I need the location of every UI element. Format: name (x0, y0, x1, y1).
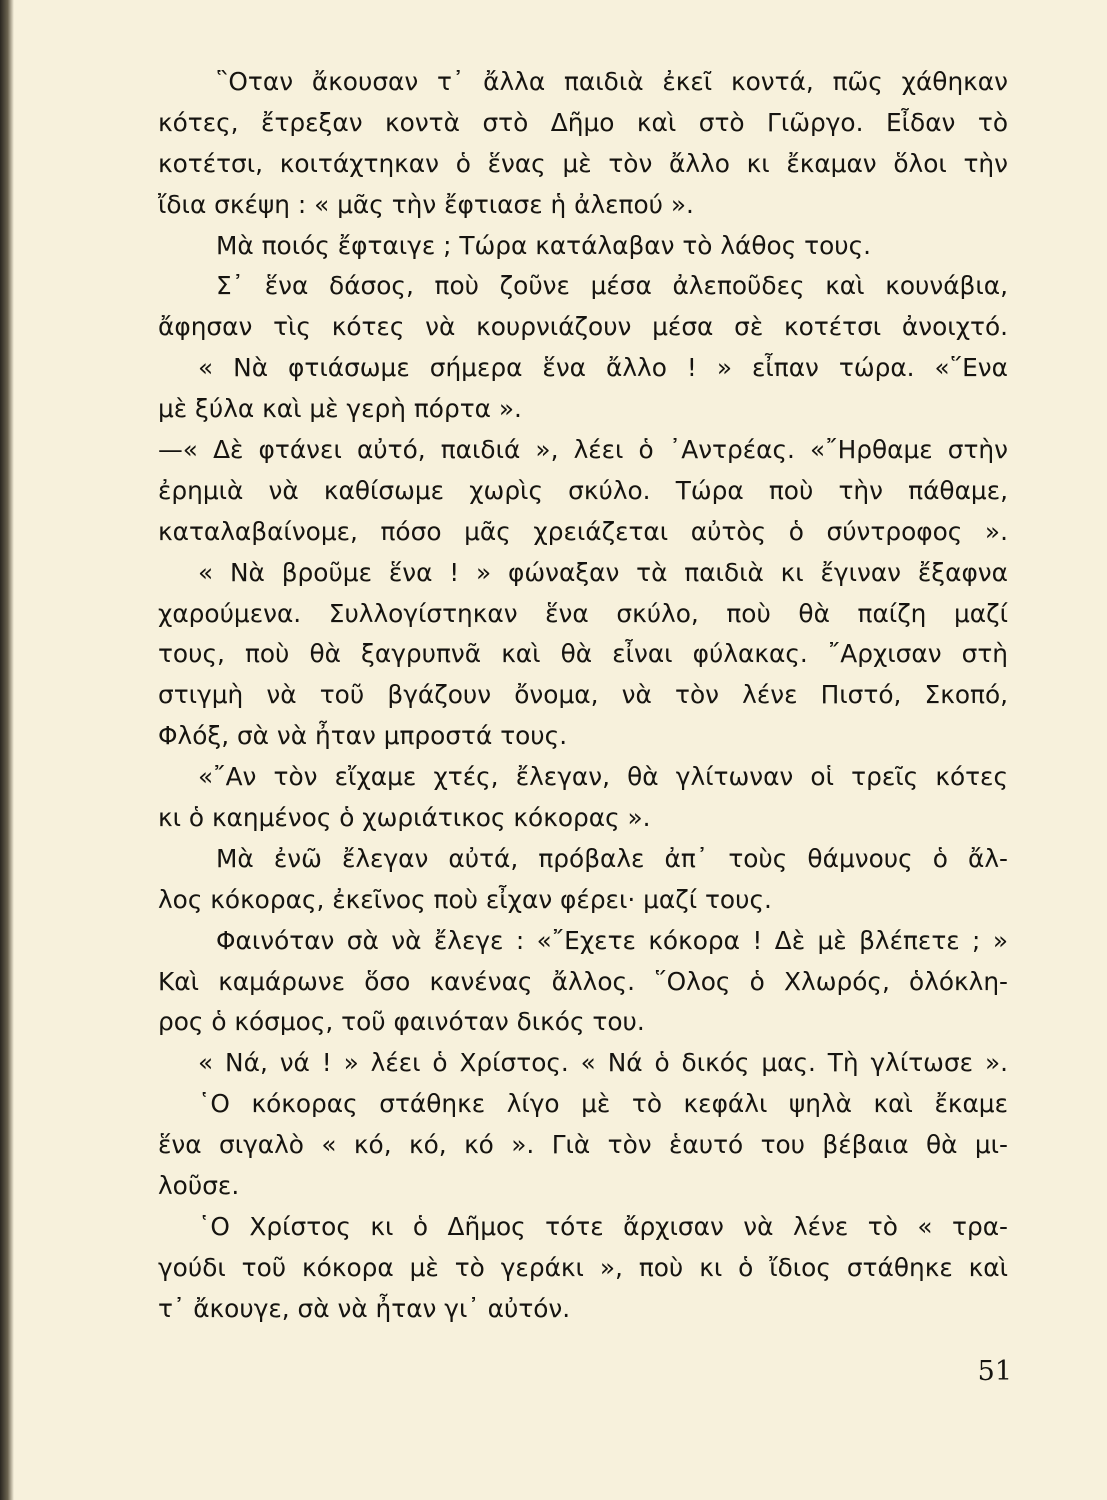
page-number: 51 (977, 1356, 1012, 1387)
text-line: ῝Οταν ἄκουσαν τ᾽ ἄλλα παιδιὰ ἐκεῖ κοντά, πῶς χάθηκαν (216, 67, 1008, 96)
text-line: Φαινόταν σὰ νὰ ἔλεγε : «῎Εχετε κόκορα ! Δὲ μὲ βλέπετε ; » (216, 925, 1008, 955)
text-line: Σ᾽ ἕνα δάσος, ποὺ ζοῦνε μέσα ἀλεποῦδες καὶ κουνάβια, (216, 271, 1008, 301)
text-line: χαρούμενα. Συλλογίστηκαν ἕνα σκύλο, ποὺ θὰ παίζη μαζί (158, 598, 1008, 628)
text-line: καταλαβαίνομε, πόσο μᾶς χρειάζεται αὐτὸς ὁ σύντροφος ». (158, 516, 1008, 546)
text-line: Φλόξ, σὰ νὰ ἦταν μπροστά τους. (158, 721, 568, 751)
text-line: ῾Ο Χρίστος κι ὁ Δῆμος τότε ἄρχισαν νὰ λένε τὸ « τρα- (198, 1211, 1008, 1241)
text-line: Μὰ ἐνῶ ἔλεγαν αὐτά, πρόβαλε ἀπ᾽ τοὺς θάμνους ὁ ἄλ- (216, 843, 1008, 873)
text-line: ἄφησαν τὶς κότες νὰ κουρνιάζουν μέσα σὲ κοτέτσι ἀνοιχτό. (158, 312, 1008, 342)
text-line: « Νὰ φτιάσωμε σήμερα ἕνα ἄλλο ! » εἶπαν τώρα. «῞Ενα (198, 353, 1008, 383)
text-line: ἐρημιὰ νὰ καθίσωμε χωρὶς σκύλο. Τώρα ποὺ τὴν πάθαμε, (158, 475, 1008, 505)
page-binding-edge (0, 0, 14, 1500)
text-line: τους, ποὺ θὰ ξαγρυπνᾶ καὶ θὰ εἶναι φύλακας. ῎Αρχισαν στὴ (158, 639, 1008, 669)
page-body-text (158, 62, 1008, 1330)
text-line: κι ὁ καημένος ὁ χωριάτικος κόκορας ». (158, 803, 651, 833)
text-line: «῎Αν τὸν εἴχαμε χτές, ἔλεγαν, θὰ γλίτωναν οἱ τρεῖς κότες (198, 762, 1008, 792)
text-line: « Νά, νά ! » λέει ὁ Χρίστος. « Νά ὁ δικός μας. Τὴ γλίτωσε ». (198, 1048, 1008, 1078)
text-line: ἴδια σκέψη : « μᾶς τὴν ἔφτιασε ἡ ἀλεπού ». (158, 189, 694, 219)
text-line: « Νὰ βροῦμε ἕνα ! » φώναξαν τὰ παιδιὰ κι ἔγιναν ἔξαφνα (198, 557, 1008, 587)
text-line: στιγμὴ νὰ τοῦ βγάζουν ὄνομα, νὰ τὸν λένε Πιστό, Σκοπό, (158, 680, 1008, 710)
text-line: Καὶ καμάρωνε ὅσο κανένας ἄλλος. ῞Ολος ὁ Χλωρός, ὁλόκλη- (158, 966, 1008, 996)
text-line: ἕνα σιγαλὸ « κό, κό, κό ». Γιὰ τὸν ἑαυτό του βέβαια θὰ μι- (158, 1130, 1008, 1160)
text-line: —« Δὲ φτάνει αὐτό, παιδιά », λέει ὁ ᾽Αντρέας. «῎Ηρθαμε στὴν (158, 435, 1008, 465)
text-line: ρος ὁ κόσμος, τοῦ φαινόταν δικός του. (158, 1007, 645, 1037)
text-line: κοτέτσι, κοιτάχτηκαν ὁ ἕνας μὲ τὸν ἄλλο κι ἔκαμαν ὅλοι τὴν (158, 148, 1008, 178)
text-line: λος κόκορας, ἐκεῖνος ποὺ εἶχαν φέρει· μαζί τους. (158, 884, 772, 914)
text-line: γούδι τοῦ κόκορα μὲ τὸ γεράκι », ποὺ κι ὁ ἴδιος στάθηκε καὶ (158, 1252, 1008, 1282)
text-line: λοῦσε. (158, 1171, 240, 1201)
text-line: τ᾽ ἄκουγε, σὰ νὰ ἦταν γι᾽ αὐτόν. (158, 1293, 571, 1323)
text-line: ῾Ο κόκορας στάθηκε λίγο μὲ τὸ κεφάλι ψηλὰ καὶ ἔκαμε (198, 1089, 1008, 1119)
text-line: κότες, ἔτρεξαν κοντὰ στὸ Δῆμο καὶ στὸ Γιῶργο. Εἶδαν τὸ (158, 107, 1008, 137)
text-line: μὲ ξύλα καὶ μὲ γερὴ πόρτα ». (158, 394, 522, 424)
text-line: Μὰ ποιός ἔφταιγε ; Τώρα κατάλαβαν τὸ λάθος τους. (216, 230, 872, 260)
